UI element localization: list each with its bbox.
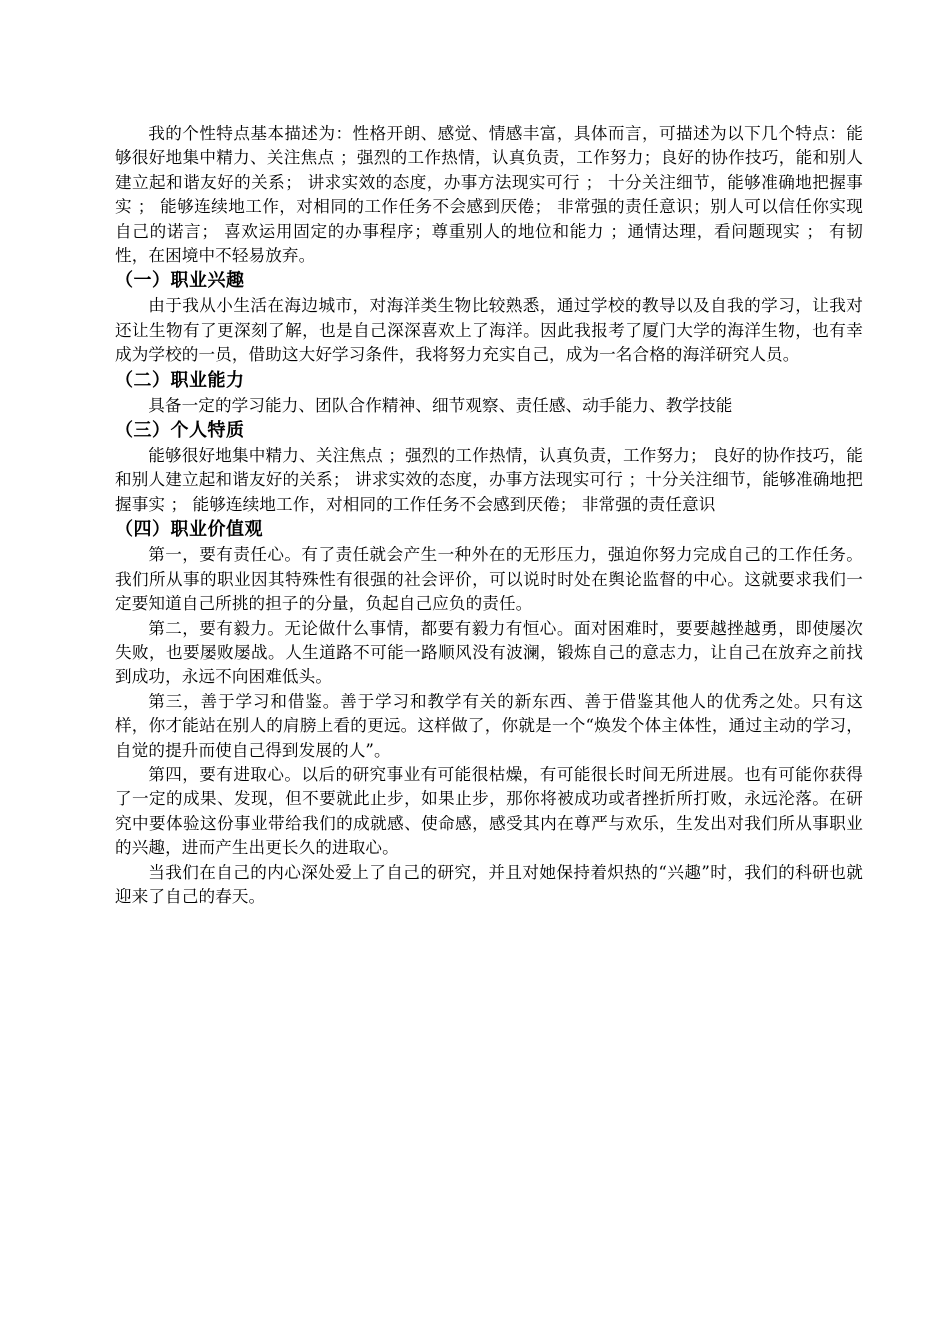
personal-traits-paragraph: 能够很好地集中精力、关注焦点 ；强烈的工作热情，认真负责，工作努力； 良好的协作技巧，能和别人建立起和谐友好的关系； 讲求实效的态度，办事方法现实可行 ；十分关注细节，能够准确地把握事实 ； 能够连续地工作，对相同的工作任务不会感到厌倦； 非常强的责任意识	[115, 446, 863, 514]
career-values-paragraph-1: 第一，要有责任心。有了责任就会产生一种外在的无形压力，强迫你努力完成自己的工作任务。我们所从事的职业因其特殊性有很强的社会评价，可以说时时处在舆论监督的中心。这就要求我们一定要知道自己所挑的担子的分量，负起自己应负的责任。	[115, 545, 863, 614]
intro-paragraph: 我的个性特点基本描述为：性格开朗、感觉、情感丰富，具体而言，可描述为以下几个特点：能够很好地集中精力、关注焦点 ；强烈的工作热情，认真负责，工作努力；良好的协作技巧，能和别人建立起和谐友好的关系； 讲求实效的态度，办事方法现实可行 ； 十分关注细节，能够准确地把握事实 ； 能够连续地工作，对相同的工作任务不会感到厌倦； 非常强的责任意识；别人可以信任你实现自己的诺言； 喜欢运用固定的办事程序；尊重别人的地位和能力 ；通情达理，看问题现实 ； 有韧性，在困境中不轻易放弃。	[115, 124, 863, 266]
career-values-paragraph-5: 当我们在自己的内心深处爱上了自己的研究，并且对她保持着炽热的“兴趣”时，我们的科研也就迎来了自己的春天。	[115, 862, 863, 906]
document-page	[115, 122, 863, 909]
section-heading-career-values: （四）职业价值观	[115, 519, 263, 541]
career-ability-paragraph: 具备一定的学习能力、团队合作精神、细节观察、责任感、动手能力、教学技能	[148, 395, 733, 415]
career-values-paragraph-2: 第二，要有毅力。无论做什么事情，都要有毅力有恒心。面对困难时，要要越挫越勇，即使屡次失败，也要屡败屡战。人生道路不可能一路顺风没有波澜，锻炼自己的意志力，让自己在放弃之前找到成功，永远不向困难低头。	[115, 618, 863, 687]
career-values-paragraph-4: 第四，要有进取心。以后的研究事业有可能很枯燥，有可能很长时间无所进展。也有可能你获得了一定的成果、发现，但不要就此止步，如果止步，那你将被成功或者挫折所打败，永远沦落。在研究中要体验这份事业带给我们的成就感、使命感，感受其内在尊严与欢乐，生发出对我们所从事职业的兴趣，进而产生出更长久的进取心。	[115, 764, 863, 858]
section-heading-career-interest: （一）职业兴趣	[115, 270, 245, 292]
career-interest-paragraph: 由于我从小生活在海边城市，对海洋类生物比较熟悉，通过学校的教导以及自我的学习，让我对还让生物有了更深刻了解，也是自己深深喜欢上了海洋。因此我报考了厦门大学的海洋生物，也有幸成为学校的一员，借助这大好学习条件，我将努力充实自己，成为一名合格的海洋研究人员。	[115, 296, 863, 365]
section-heading-personal-traits: （三）个人特质	[115, 420, 245, 442]
section-heading-career-ability: （二）职业能力	[115, 369, 245, 391]
career-values-paragraph-3: 第三，善于学习和借鉴。善于学习和教学有关的新东西、善于借鉴其他人的优秀之处。只有这样，你才能站在别人的肩膀上看的更远。这样做了，你就是一个“焕发个体主体性，通过主动的学习，自觉的提升而使自己得到发展的人”。	[115, 691, 863, 760]
